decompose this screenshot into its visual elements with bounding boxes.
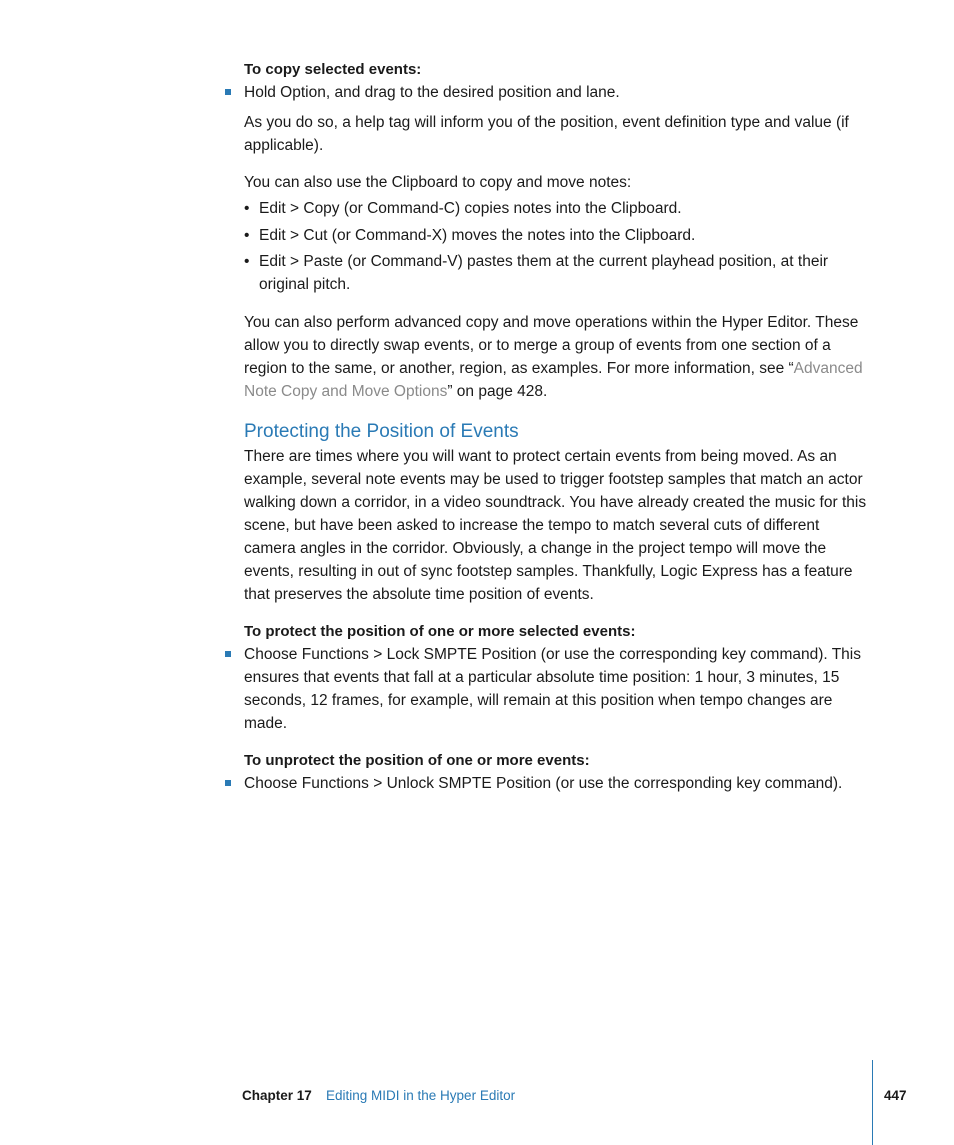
copy-events-heading: To copy selected events: (244, 61, 422, 78)
clipboard-list-item (244, 224, 872, 247)
copy-step-text: Hold Option, and drag to the desired position and lane. (244, 84, 620, 101)
unprotect-step-item (244, 772, 872, 795)
section-title: Protecting the Position of Events (244, 421, 519, 442)
page-number: 447 (884, 1088, 907, 1103)
advanced-copy-paragraph: You can also perform advanced copy and move operations within the Hyper Editor. These allow you to directly swap events, or to merge a group of events from one section of a region to the same, or another, region, as examples. For more information, see “Advanced Note Copy and Move Options” on page 428. (244, 314, 863, 400)
unprotect-events-heading: To unprotect the position of one or more events: (244, 752, 590, 769)
protect-step-text: Choose Functions > Lock SMPTE Position (or use the corresponding key command). This ensures that events that fall at a particular absolute time position: 1 hour, 3 minutes, 15 seconds, 12 frames, for example, will remain at this position when tempo changes are made. (244, 646, 861, 732)
square-bullet-icon (225, 651, 231, 657)
clipboard-copy-text: Edit > Copy (or Command-C) copies notes into the Clipboard. (259, 200, 682, 217)
clipboard-cut-text: Edit > Cut (or Command-X) moves the notes into the Clipboard. (259, 227, 696, 244)
dot-bullet-icon: • (244, 200, 250, 217)
clipboard-list-item (244, 197, 872, 220)
dot-bullet-icon: • (244, 253, 250, 270)
protect-intro-paragraph: There are times where you will want to protect certain events from being moved. As an example, several note events may be used to trigger footstep samples that match an actor walking down a corridor, in a video soundtrack. You have already created the music for this scene, but have been asked to increase the tempo to match several cuts of different camera angles in the corridor. Obviously, a change in the project tempo will move the events, resulting in out of sync footstep samples. Thankfully, Logic Express has a feature that preserves the absolute time position of events. (244, 448, 867, 603)
footer-chapter-title: Editing MIDI in the Hyper Editor (326, 1088, 516, 1103)
protect-events-heading: To protect the position of one or more selected events: (244, 623, 636, 640)
clipboard-paragraph: You can also use the Clipboard to copy and move notes: (244, 174, 632, 191)
square-bullet-icon (225, 780, 231, 786)
help-tag-paragraph: As you do so, a help tag will inform you of the position, event definition type and value (if applicable). (244, 114, 849, 154)
advanced-note-copy-link[interactable]: Advanced Note Copy and Move Options (244, 360, 863, 400)
copy-step-item (244, 81, 872, 104)
footer-chapter-label: Chapter 17 (242, 1088, 312, 1103)
unprotect-step-text: Choose Functions > Unlock SMPTE Position (or use the corresponding key command). (244, 775, 843, 792)
protect-step-item (244, 643, 872, 735)
clipboard-list-item (244, 250, 872, 296)
footer-divider (872, 1060, 873, 1145)
clipboard-paste-text: Edit > Paste (or Command-V) pastes them at the current playhead position, at their original pitch. (259, 253, 829, 293)
dot-bullet-icon: • (244, 227, 250, 244)
square-bullet-icon (225, 89, 231, 95)
